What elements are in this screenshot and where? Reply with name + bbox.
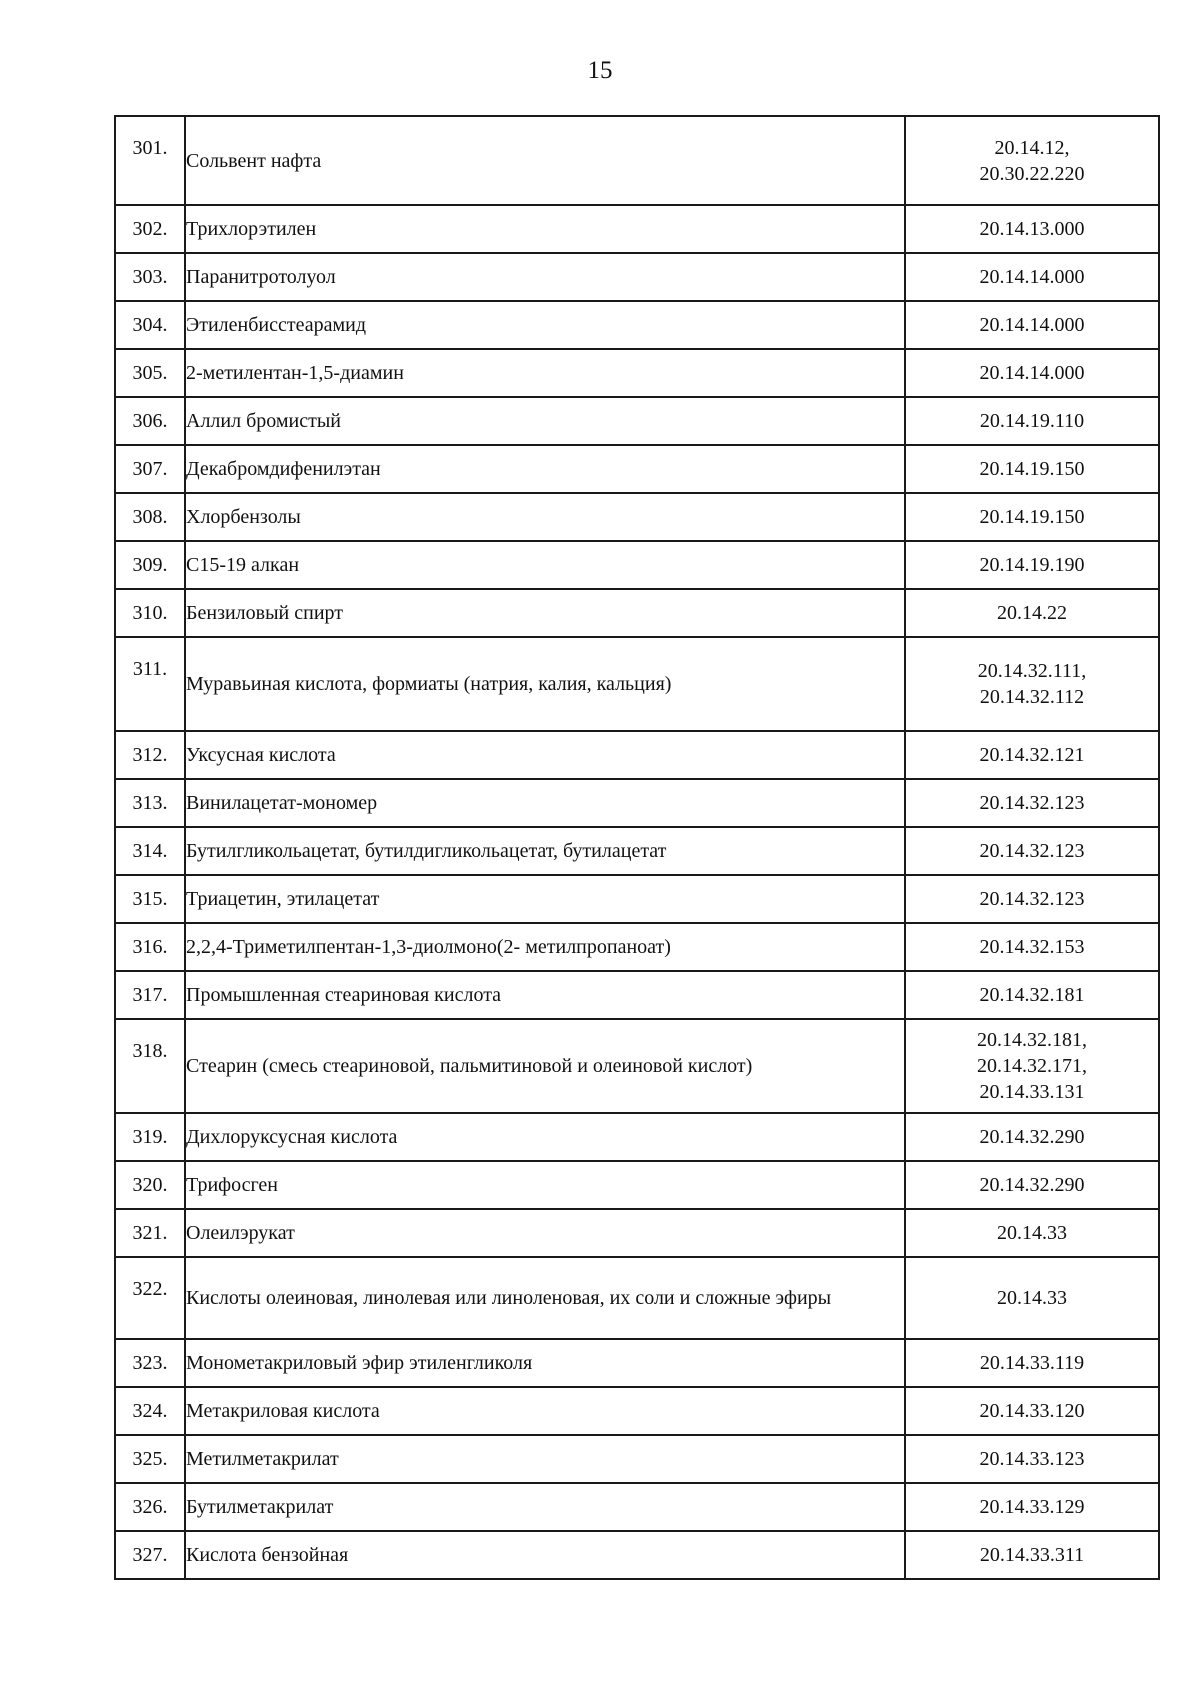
table-row (115, 493, 1159, 541)
row-number: 327. (115, 1531, 185, 1579)
row-number: 323. (115, 1339, 185, 1387)
okpd-code: 20.14.19.150 (979, 506, 1085, 528)
row-number: 307. (115, 445, 185, 493)
substance-name: Хлорбензолы (185, 493, 905, 541)
table-row (115, 779, 1159, 827)
okpd-code: 20.14.19.150 (979, 458, 1085, 480)
table-row (115, 1387, 1159, 1435)
row-number: 310. (115, 589, 185, 637)
okpd-code: 20.14.32.123 (979, 840, 1085, 862)
substance-name: 2-метилентан-1,5-диамин (185, 349, 905, 397)
table-row (115, 1435, 1159, 1483)
okpd-code: 20.14.33 (997, 1287, 1067, 1309)
substance-name: Триацетин, этилацетат (185, 875, 905, 923)
okpd-code-cell (905, 1209, 1159, 1257)
okpd-code-cell (905, 1483, 1159, 1531)
row-number: 301. (115, 116, 185, 205)
okpd-code-cell (905, 301, 1159, 349)
row-number: 324. (115, 1387, 185, 1435)
okpd-code-cell (905, 493, 1159, 541)
okpd-code: 20.14.32.290 (979, 1126, 1085, 1148)
table-row (115, 1161, 1159, 1209)
table-row (115, 731, 1159, 779)
okpd-code: 20.14.22 (997, 602, 1067, 624)
okpd-code-cell (905, 205, 1159, 253)
okpd-code-cell (905, 923, 1159, 971)
substance-name: Бутилметакрилат (185, 1483, 905, 1531)
okpd-code-cell (905, 875, 1159, 923)
okpd-code-cell (905, 1257, 1159, 1339)
okpd-code-cell (905, 1113, 1159, 1161)
okpd-code: 20.14.32.181 (979, 984, 1085, 1006)
row-number: 319. (115, 1113, 185, 1161)
table-row (115, 349, 1159, 397)
substance-name: Стеарин (смесь стеариновой, пальмитиновой и олеиновой кислот) (185, 1019, 905, 1113)
okpd-code-cell (905, 589, 1159, 637)
okpd-code: 20.14.32.181, (977, 1029, 1087, 1051)
okpd-code: 20.14.19.190 (979, 554, 1085, 576)
okpd-code: 20.14.13.000 (979, 218, 1085, 240)
row-number: 318. (115, 1019, 185, 1113)
substance-name: Трифосген (185, 1161, 905, 1209)
table-row (115, 971, 1159, 1019)
row-number: 306. (115, 397, 185, 445)
row-number: 317. (115, 971, 185, 1019)
substance-name: Уксусная кислота (185, 731, 905, 779)
okpd-code-cell (905, 827, 1159, 875)
table-row (115, 637, 1159, 731)
row-number: 304. (115, 301, 185, 349)
okpd-code: 20.14.33 (997, 1222, 1067, 1244)
substance-name: Монометакриловый эфир этиленгликоля (185, 1339, 905, 1387)
substance-name: Трихлорэтилен (185, 205, 905, 253)
okpd-code-cell (905, 1387, 1159, 1435)
substance-name: Декабромдифенилэтан (185, 445, 905, 493)
table-row (115, 1019, 1159, 1113)
okpd-code: 20.14.32.153 (979, 936, 1085, 958)
substance-name: Муравьиная кислота, формиаты (натрия, калия, кальция) (185, 637, 905, 731)
table-row (115, 301, 1159, 349)
table-row (115, 205, 1159, 253)
okpd-code-cell (905, 971, 1159, 1019)
okpd-code: 20.14.14.000 (979, 362, 1085, 384)
substance-name: 2,2,4-Триметилпентан-1,3-диолмоно(2- метилпропаноат) (185, 923, 905, 971)
okpd-code-cell (905, 1161, 1159, 1209)
table-row (115, 1113, 1159, 1161)
row-number: 322. (115, 1257, 185, 1339)
table-body (115, 116, 1159, 1579)
table-row (115, 589, 1159, 637)
okpd-code-cell (905, 116, 1159, 205)
okpd-code-cell (905, 1339, 1159, 1387)
okpd-code: 20.14.12, (994, 136, 1070, 159)
okpd-code: 20.14.33.123 (979, 1448, 1085, 1470)
okpd-code: 20.14.32.121 (979, 744, 1085, 766)
substance-name: Дихлоруксусная кислота (185, 1113, 905, 1161)
table-row (115, 923, 1159, 971)
row-number: 321. (115, 1209, 185, 1257)
row-number: 315. (115, 875, 185, 923)
okpd-code: 20.30.22.220 (979, 162, 1085, 185)
okpd-code-cell (905, 1531, 1159, 1579)
row-number: 303. (115, 253, 185, 301)
table-row (115, 1209, 1159, 1257)
okpd-code: 20.14.32.290 (979, 1174, 1085, 1196)
okpd-code: 20.14.32.123 (979, 888, 1085, 910)
substance-name: Аллил бромистый (185, 397, 905, 445)
okpd-code: 20.14.33.311 (979, 1544, 1085, 1566)
table-row (115, 1339, 1159, 1387)
okpd-code-cell (905, 731, 1159, 779)
substance-name: Кислота бензойная (185, 1531, 905, 1579)
row-number: 313. (115, 779, 185, 827)
okpd-code-cell (905, 1019, 1159, 1113)
substance-name: Олеилэрукат (185, 1209, 905, 1257)
substance-name: Метилметакрилат (185, 1435, 905, 1483)
okpd-code-cell (905, 253, 1159, 301)
okpd-code: 20.14.33.120 (979, 1400, 1085, 1422)
substance-name: Бутилгликольацетат, бутилдигликольацетат, бутилацетат (185, 827, 905, 875)
page-number: 15 (587, 57, 613, 84)
table-row (115, 1531, 1159, 1579)
okpd-code: 20.14.32.171, (977, 1055, 1087, 1077)
substance-name: Промышленная стеариновая кислота (185, 971, 905, 1019)
row-number: 326. (115, 1483, 185, 1531)
okpd-code: 20.14.33.129 (979, 1496, 1085, 1518)
okpd-code: 20.14.14.000 (979, 314, 1085, 336)
row-number: 325. (115, 1435, 185, 1483)
substance-name: Метакриловая кислота (185, 1387, 905, 1435)
row-number: 320. (115, 1161, 185, 1209)
okpd-code: 20.14.33.119 (979, 1352, 1085, 1374)
okpd-code: 20.14.19.110 (979, 410, 1085, 432)
substance-name: Кислоты олеиновая, линолевая или линоленовая, их соли и сложные эфиры (185, 1257, 905, 1339)
row-number: 314. (115, 827, 185, 875)
table-row (115, 116, 1159, 205)
row-number: 308. (115, 493, 185, 541)
row-number: 316. (115, 923, 185, 971)
table-row (115, 875, 1159, 923)
okpd-code: 20.14.32.111, (977, 660, 1087, 682)
okpd-code-cell (905, 445, 1159, 493)
okpd-code-cell (905, 397, 1159, 445)
row-number: 302. (115, 205, 185, 253)
substance-name: Сольвент нафта (185, 116, 905, 205)
okpd-code-cell (905, 541, 1159, 589)
table-row (115, 397, 1159, 445)
row-number: 305. (115, 349, 185, 397)
okpd-code-cell (905, 1435, 1159, 1483)
row-number: 312. (115, 731, 185, 779)
table-row (115, 1257, 1159, 1339)
row-number: 309. (115, 541, 185, 589)
row-number: 311. (115, 637, 185, 731)
okpd-code-cell (905, 349, 1159, 397)
table-row (115, 445, 1159, 493)
table-row (115, 1483, 1159, 1531)
substance-name: Винилацетат-мономер (185, 779, 905, 827)
table-row (115, 541, 1159, 589)
substance-name: Паранитротолуол (185, 253, 905, 301)
substance-name: Бензиловый спирт (185, 589, 905, 637)
okpd-code: 20.14.32.123 (979, 792, 1085, 814)
okpd-code-cell (905, 779, 1159, 827)
okpd-code: 20.14.14.000 (979, 266, 1085, 288)
okpd-code: 20.14.32.112 (979, 686, 1085, 708)
substance-name: С15-19 алкан (185, 541, 905, 589)
okpd-code-cell (905, 637, 1159, 731)
table-row (115, 827, 1159, 875)
okpd-code: 20.14.33.131 (979, 1081, 1085, 1103)
substance-name: Этиленбисстеарамид (185, 301, 905, 349)
table-row (115, 253, 1159, 301)
substances-table (114, 115, 1160, 1580)
